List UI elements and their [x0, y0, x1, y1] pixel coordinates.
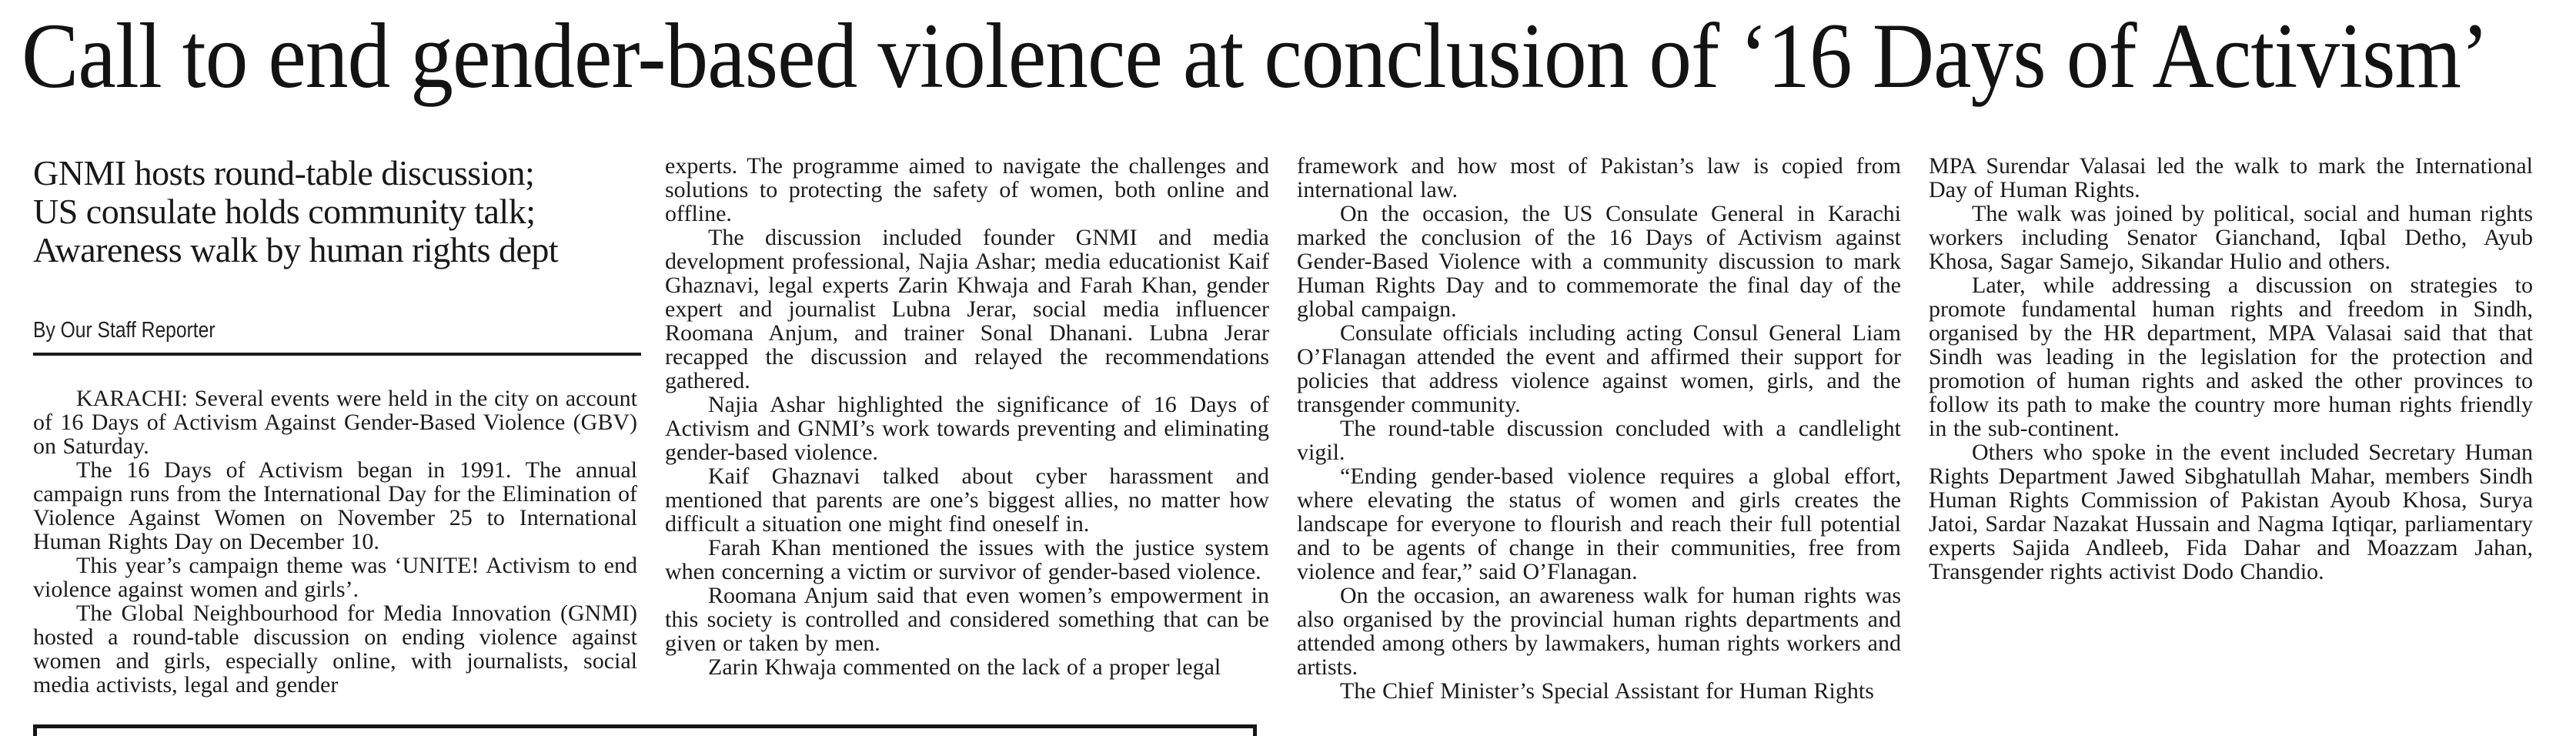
article-paragraph: MPA Surendar Valasai led the walk to mark the International Day of Human Rights.	[1929, 153, 2533, 202]
subheadline-line-1: GNMI hosts round-table discussion;	[33, 153, 535, 192]
article-paragraph: experts. The programme aimed to navigate the challenges and solutions to protecting the safety of women, both online and offline.	[665, 153, 1269, 226]
column-1-body	[33, 386, 637, 697]
article-paragraph: On the occasion, an awareness walk for human rights was also organised by the provincial human rights departments and attended among others by lawmakers, human rights workers and artists.	[1297, 583, 1901, 680]
article-paragraph: The discussion included founder GNMI and media development professional, Najia Ashar; media educationist Kaif Ghaznavi, legal experts Zarin Khwaja and Farah Khan, gender expert and journalist Lubna Jerar, social media influencer Roomana Anjum, and trainer Sonal Dhanani. Lubna Jerar recapped the discussion and relayed the recommendations gathered.	[665, 225, 1269, 393]
subheadline-line-2: US consulate holds community talk;	[33, 192, 536, 231]
article-paragraph: The walk was joined by political, social and human rights workers including Senator Gianchand, Iqbal Detho, Ayub Khosa, Sagar Samejo, Sikandar Hulio and others.	[1929, 201, 2533, 274]
article-paragraph: The round-table discussion concluded with a candlelight vigil.	[1297, 416, 1901, 465]
column-4-body	[1929, 154, 2533, 584]
article-paragraph: The Global Neighbourhood for Media Innovation (GNMI) hosted a round-table discussion on ending violence against women and girls, especially online, with journalists, social media activists, legal and gender	[33, 601, 637, 698]
column-3	[1297, 154, 1901, 736]
article-byline: By Our Staff Reporter	[33, 318, 216, 343]
column-4	[1929, 154, 2533, 736]
article-paragraph: Others who spoke in the event included Secretary Human Rights Department Jawed Sibghatullah Mahar, members Sindh Human Rights Commission of Pakistan Ayoub Khosa, Surya Jatoi, Sardar Nazakat Hussain and Nagma Iqtiqar, parliamentary experts Sajida Andleeb, Fida Dahar and Moazzam Jahan, Transgender rights activist Dodo Chandio.	[1929, 440, 2533, 584]
article-subheadline	[33, 154, 637, 269]
article-paragraph: The 16 Days of Activism began in 1991. The annual campaign runs from the International Day for the Elimination of Violence Against Women on November 25 to International Human Rights Day on December 10.	[33, 457, 637, 554]
article-paragraph: Consulate officials including acting Consul General Liam O’Flanagan attended the event and affirmed their support for policies that address violence against women, girls, and the transgender community.	[1297, 320, 1901, 417]
column-2-body	[665, 154, 1269, 679]
column-3-body	[1297, 154, 1901, 703]
next-article-top-border	[33, 724, 1257, 736]
article-columns	[33, 154, 2533, 736]
article-paragraph: This year’s campaign theme was ‘UNITE! Activism to end violence against women and girls’.	[33, 553, 637, 602]
subheadline-line-3: Awareness walk by human rights dept	[33, 230, 559, 269]
column-2	[665, 154, 1269, 736]
article-paragraph: On the occasion, the US Consulate General in Karachi marked the conclusion of the 16 Days of Activism against Gender-Based Violence with a community discussion to mark Human Rights Day and to commemorate the final day of the global campaign.	[1297, 201, 1901, 322]
article-paragraph: Kaif Ghaznavi talked about cyber harassment and mentioned that parents are one’s biggest allies, no matter how difficult a situation one might find oneself in.	[665, 463, 1269, 537]
article-paragraph: Farah Khan mentioned the issues with the justice system when concerning a victim or survivor of gender-based violence.	[665, 535, 1269, 584]
article-paragraph: “Ending gender-based violence requires a global effort, where elevating the status of women and girls creates the landscape for everyone to flourish and reach their full potential and to be agents of change in their communities, free from violence and fear,” said O’Flanagan.	[1297, 463, 1901, 584]
article-paragraph: The Chief Minister’s Special Assistant for Human Rights	[1340, 678, 1874, 704]
byline-divider-rule	[33, 353, 641, 356]
article-paragraph: KARACHI: Several events were held in the city on account of 16 Days of Activism Against Gender-Based Violence (GBV) on Saturday.	[33, 386, 637, 459]
article-paragraph: framework and how most of Pakistan’s law is copied from international law.	[1297, 153, 1901, 202]
article-paragraph: Later, while addressing a discussion on strategies to promote fundamental human rights and freedom in Sindh, organised by the HR department, MPA Valasai said that that Sindh was leading in the legislation for the protection and promotion of human rights and asked the other provinces to follow its path to make the country more human rights friendly in the sub-continent.	[1929, 273, 2533, 441]
article-paragraph: Zarin Khwaja commented on the lack of a proper legal	[708, 654, 1221, 680]
article-paragraph: Roomana Anjum said that even women’s empowerment in this society is controlled and considered something that can be given or taken by men.	[665, 583, 1269, 656]
article-paragraph: Najia Ashar highlighted the significance of 16 Days of Activism and GNMI’s work towards preventing and eliminating gender-based violence.	[665, 392, 1269, 465]
column-1	[33, 154, 637, 736]
article-headline: Call to end gender-based violence at conclusion of ‘16 Days of Activism’	[22, 5, 2489, 108]
